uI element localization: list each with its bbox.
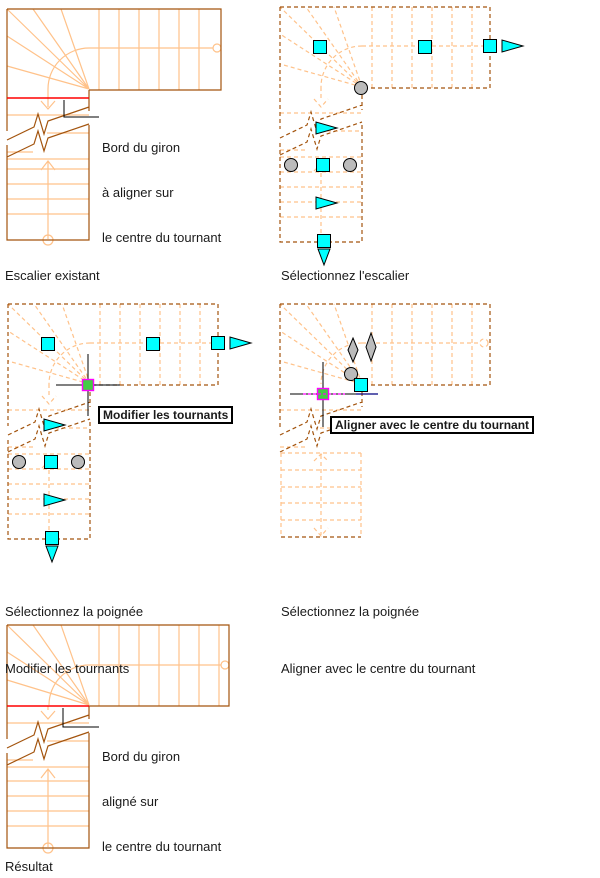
- grips-panel-3: [13, 337, 252, 563]
- caption-line: Sélectionnez la poignée: [5, 604, 144, 619]
- caption-panel-2: Sélectionnez l'escalier: [281, 268, 410, 283]
- grip-square[interactable]: [419, 41, 432, 54]
- grip-square[interactable]: [45, 456, 58, 469]
- grip-square[interactable]: [42, 338, 55, 351]
- grip-square[interactable]: [212, 337, 225, 350]
- annotation-line: Bord du giron: [102, 749, 181, 764]
- grip-circle[interactable]: [344, 159, 357, 172]
- grip-circle[interactable]: [285, 159, 298, 172]
- caption-panel-4: [281, 564, 475, 716]
- grip-diamond[interactable]: [366, 333, 376, 361]
- grip-square[interactable]: [314, 41, 327, 54]
- grip-circle[interactable]: [355, 82, 368, 95]
- grip-square[interactable]: [318, 235, 331, 248]
- grip-square[interactable]: [147, 338, 160, 351]
- walkline-end-circle: [213, 44, 221, 52]
- grip-square[interactable]: [46, 532, 59, 545]
- grip-square[interactable]: [355, 379, 368, 392]
- grip-square[interactable]: [317, 159, 330, 172]
- stair-selected-dashed[interactable]: [280, 7, 490, 242]
- caption-panel-3: [5, 564, 143, 716]
- grip-square[interactable]: [484, 40, 497, 53]
- grip-arrow-right[interactable]: [316, 197, 337, 209]
- tooltip-modifier-les-tournants: Modifier les tournants: [98, 406, 233, 424]
- caption-panel-1: Escalier existant: [5, 268, 100, 283]
- stair-selected-treads: [280, 7, 486, 240]
- annotation-result: [102, 719, 221, 878]
- walkline-end-circle: [221, 661, 229, 669]
- annotation-line: Bord du giron: [102, 140, 181, 155]
- grip-arrow-right[interactable]: [502, 40, 523, 52]
- annotation-line: le centre du tournant: [102, 839, 222, 854]
- grip-diamond[interactable]: [348, 338, 358, 362]
- annotation-existing: [102, 110, 221, 275]
- grips-panel-2: [285, 40, 524, 266]
- grip-arrow-right[interactable]: [44, 494, 65, 506]
- caption-panel-5: Résultat: [5, 859, 53, 874]
- caption-line: Aligner avec le centre du tournant: [281, 661, 476, 676]
- grip-circle[interactable]: [72, 456, 85, 469]
- annotation-line: à aligner sur: [102, 185, 174, 200]
- annotation-line: le centre du tournant: [102, 230, 222, 245]
- stair-selected-outline: [280, 7, 490, 242]
- grip-selected-green[interactable]: [83, 380, 94, 391]
- caption-line: Modifier les tournants: [5, 661, 130, 676]
- grip-arrow-down[interactable]: [46, 546, 58, 562]
- caption-line: Sélectionnez la poignée: [281, 604, 420, 619]
- grip-arrow-down[interactable]: [318, 249, 330, 265]
- grip-circle[interactable]: [13, 456, 26, 469]
- annotation-line: aligné sur: [102, 794, 159, 809]
- grips-panel-4: [290, 333, 378, 427]
- grip-arrow-right[interactable]: [230, 337, 251, 349]
- tooltip-aligner-centre-tournant: Aligner avec le centre du tournant: [330, 416, 534, 434]
- walkline-end-circle: [480, 339, 488, 347]
